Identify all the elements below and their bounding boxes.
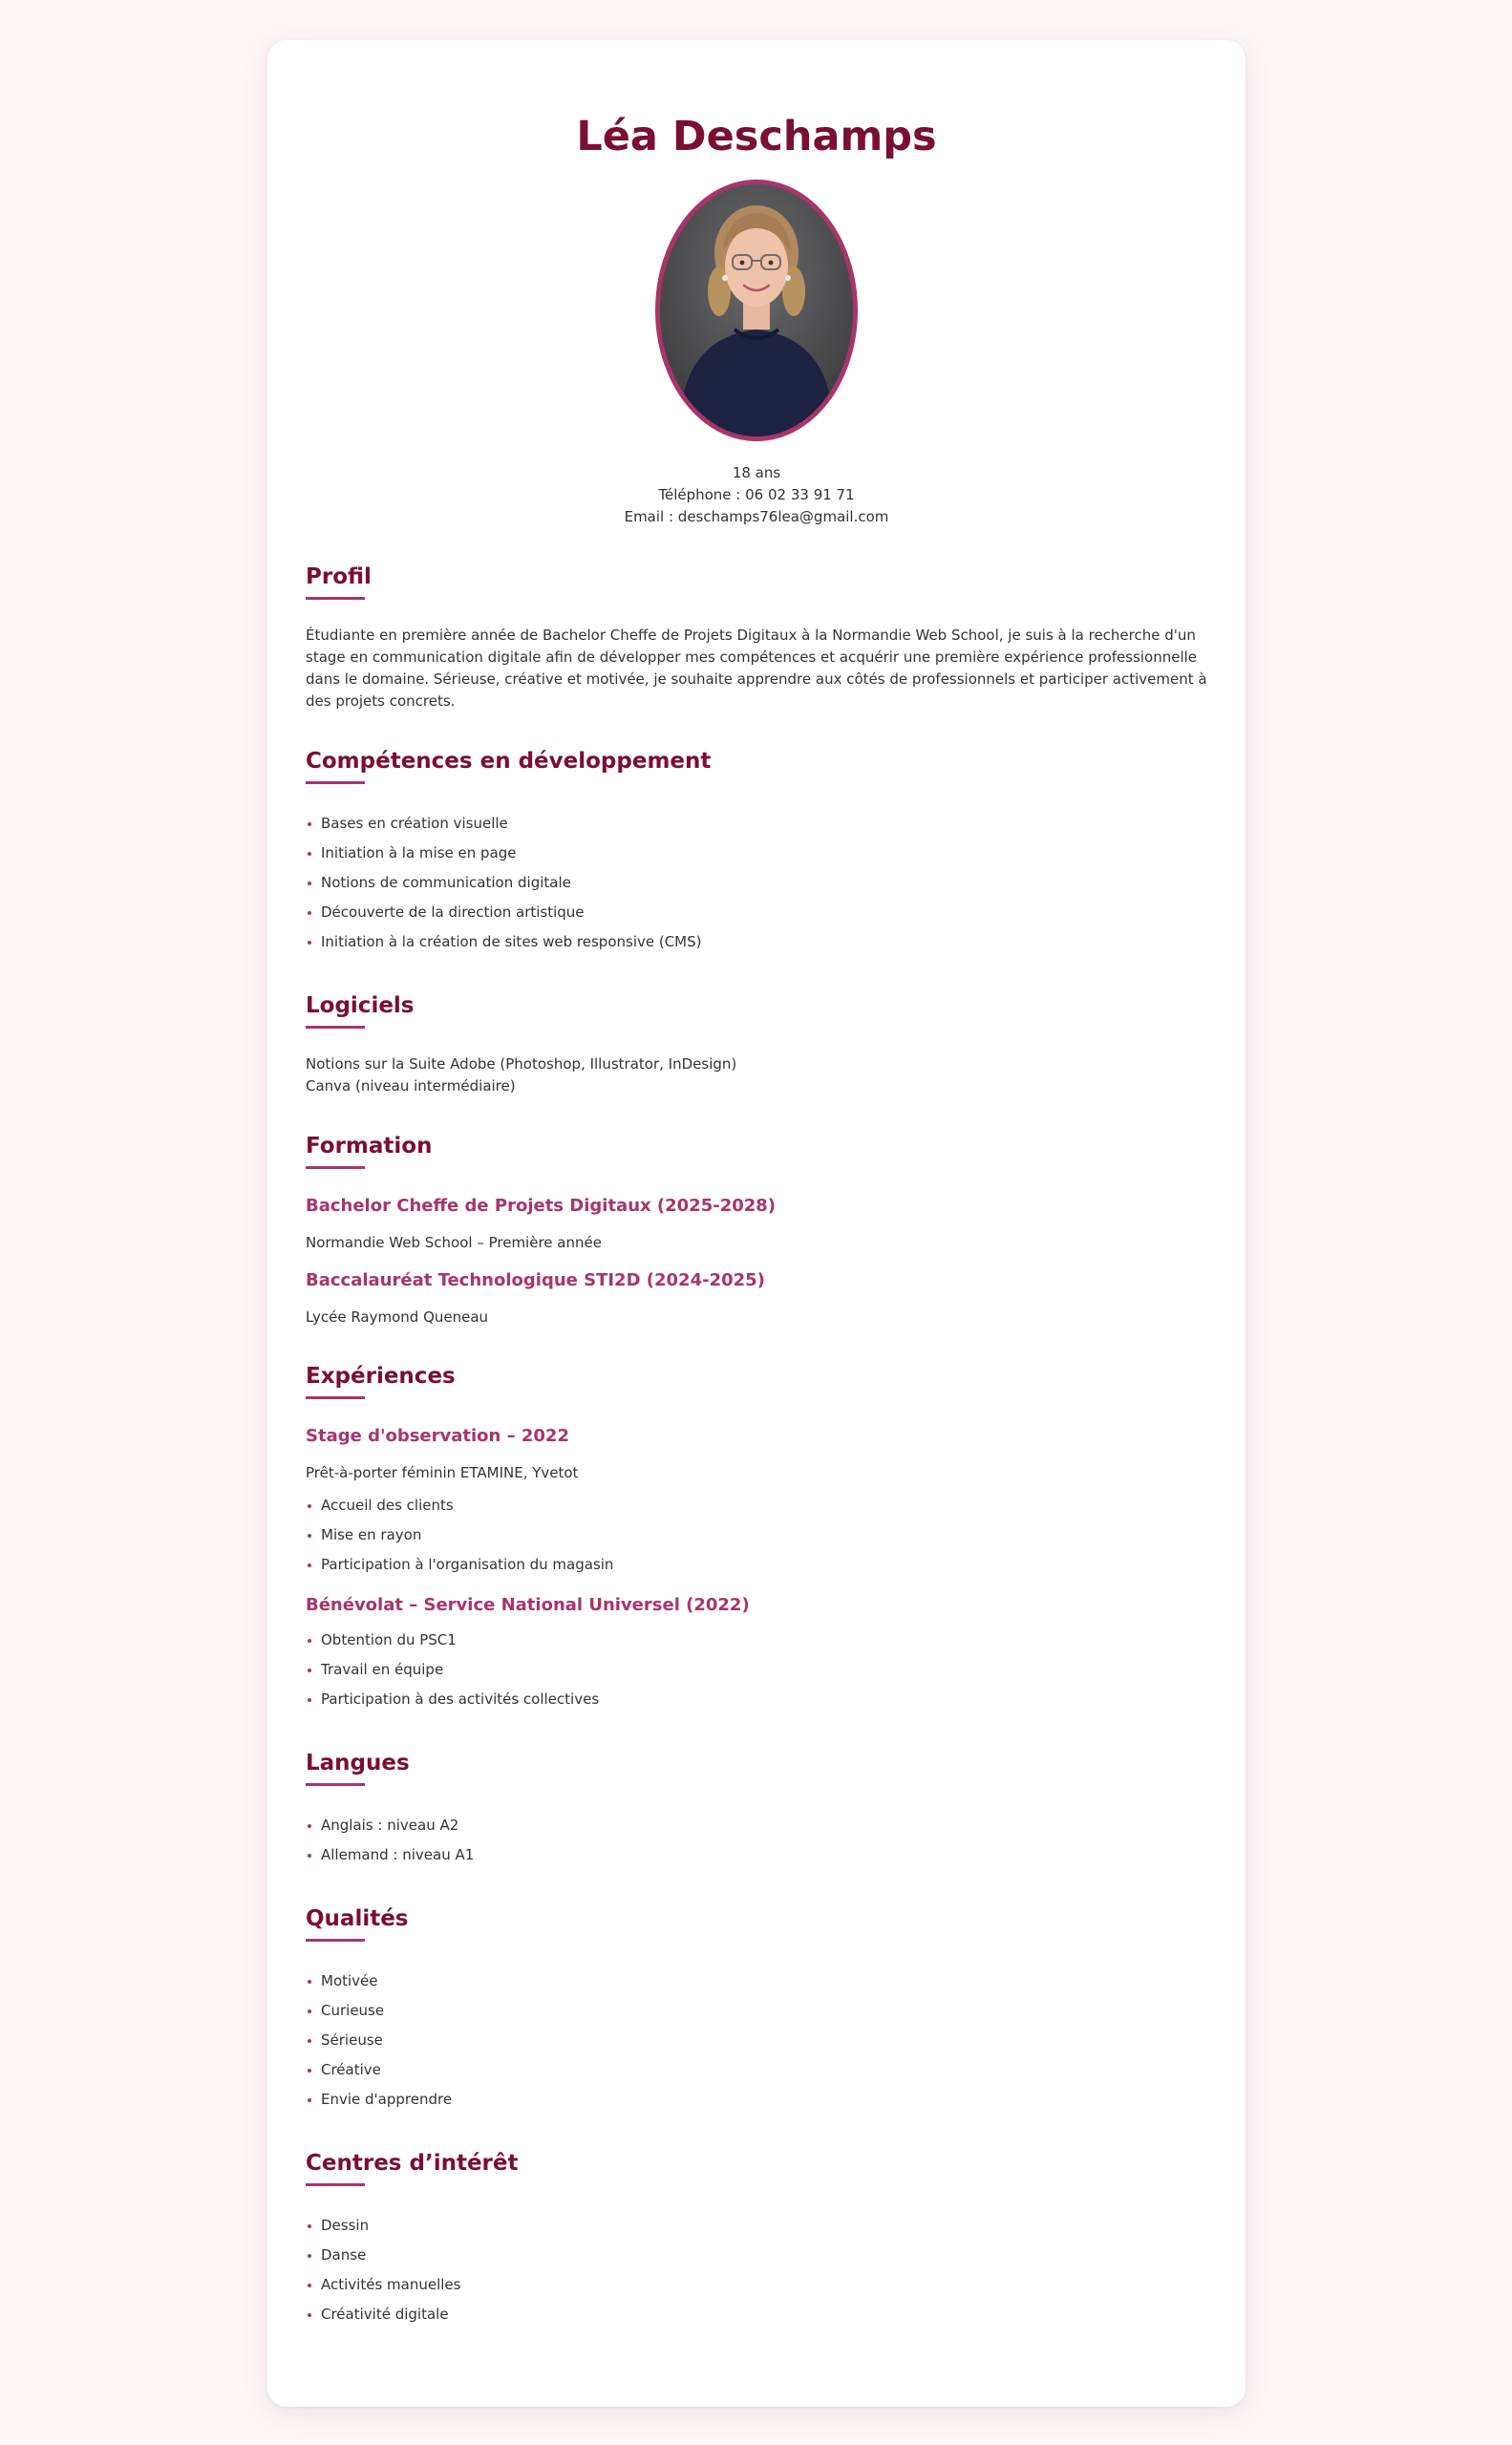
- list-item-text: Créativité digitale: [321, 2305, 449, 2323]
- section-languages: [306, 1749, 1207, 1870]
- bullet-icon: [308, 2098, 311, 2102]
- section-title-skills: Compétences en développement: [306, 748, 712, 774]
- bullet-icon: [308, 1639, 311, 1643]
- bullet-icon: [308, 2039, 311, 2043]
- bullet-icon: [308, 1563, 311, 1567]
- list-item-text: Dessin: [321, 2216, 370, 2234]
- title-underline: [306, 1396, 365, 1399]
- section-education: [306, 1132, 1207, 1328]
- list-item: [306, 1840, 1207, 1870]
- list-item-text: Envie d'apprendre: [321, 2090, 453, 2108]
- profile-text: Étudiante en première année de Bachelor Cheffe de Projets Digitaux à la Normandie Web School, je suis à la recherche d'un stage en communication digitale afin de développer mes compétences et acquérir une première expérience professionnelle dans le domaine. Sérieuse, créative et motivée, je souhaite apprendre aux côtés de professionnels et participer activement à des projets concrets.: [306, 626, 1207, 710]
- contact-block: [306, 462, 1207, 528]
- section-title-education: Formation: [306, 1133, 433, 1159]
- title-underline: [306, 1939, 365, 1942]
- list-item: [306, 1520, 1207, 1550]
- section-title-interests: Centres d’intérêt: [306, 2150, 519, 2176]
- section-interests: [306, 2149, 1207, 2329]
- list-item: [306, 1550, 1207, 1580]
- interests-list: [306, 2211, 1207, 2329]
- section-title-profile: Profil: [306, 563, 372, 589]
- qualities-list: [306, 1967, 1207, 2115]
- list-item: [306, 1655, 1207, 1685]
- profile-photo: [655, 180, 858, 441]
- list-item: [306, 898, 1207, 927]
- list-item-text: Créative: [321, 2060, 381, 2078]
- list-item-text: Anglais : niveau A2: [321, 1816, 459, 1834]
- list-item-text: Découverte de la direction artistique: [321, 903, 585, 921]
- section-software: [306, 991, 1207, 1097]
- cv-name: Léa Deschamps: [576, 113, 937, 160]
- education-entry: [306, 1194, 1207, 1253]
- list-item-text: Mise en rayon: [321, 1525, 422, 1543]
- software-line: Notions sur la Suite Adobe (Photoshop, Illustrator, InDesign): [306, 1054, 737, 1073]
- section-experience: [306, 1362, 1207, 1714]
- section-title-software: Logiciels: [306, 992, 415, 1018]
- list-item-text: Activités manuelles: [321, 2275, 461, 2293]
- list-item: [306, 2300, 1207, 2329]
- bullet-icon: [308, 1980, 311, 1984]
- contact-age: 18 ans: [732, 463, 781, 481]
- bullet-icon: [308, 1534, 311, 1538]
- list-item: [306, 1626, 1207, 1655]
- title-underline: [306, 597, 365, 600]
- bullet-icon: [308, 2313, 311, 2317]
- list-item: [306, 1996, 1207, 2026]
- photo-wrapper: [306, 180, 1207, 441]
- bullet-icon: [308, 1669, 311, 1672]
- title-underline: [306, 1783, 365, 1786]
- bullet-icon: [308, 1698, 311, 1702]
- section-qualities: [306, 1904, 1207, 2115]
- bullet-icon: [308, 852, 311, 856]
- list-item-text: Danse: [321, 2245, 367, 2264]
- bullet-icon: [308, 2224, 311, 2228]
- experience-entry: [306, 1593, 1207, 1714]
- education-entry-title: Bachelor Cheffe de Projets Digitaux (2025-2028): [306, 1195, 777, 1216]
- title-underline: [306, 2183, 365, 2186]
- list-item: [306, 2270, 1207, 2300]
- section-title-languages: Langues: [306, 1750, 410, 1775]
- list-item-text: Sérieuse: [321, 2030, 383, 2049]
- bullet-icon: [308, 2284, 311, 2287]
- list-item: [306, 839, 1207, 868]
- section-skills: [306, 747, 1207, 957]
- bullet-icon: [308, 2254, 311, 2258]
- list-item: [306, 2085, 1207, 2115]
- list-item: [306, 1967, 1207, 1996]
- education-entry: [306, 1268, 1207, 1328]
- skills-list: [306, 809, 1207, 957]
- list-item: [306, 1685, 1207, 1714]
- list-item: [306, 809, 1207, 839]
- software-line: Canva (niveau intermédiaire): [306, 1076, 516, 1095]
- section-title-experience: Expériences: [306, 1363, 456, 1389]
- experience-entry-title: Stage d'observation – 2022: [306, 1425, 569, 1446]
- software-lines: [306, 1053, 1207, 1097]
- bullet-icon: [308, 2009, 311, 2013]
- experience-tasks-list: [306, 1626, 1207, 1714]
- list-item-text: Motivée: [321, 1971, 378, 1989]
- education-entry-title: Baccalauréat Technologique STI2D (2024-2025): [306, 1269, 765, 1290]
- education-entry-desc: Normandie Web School – Première année: [306, 1233, 602, 1251]
- list-item-text: Travail en équipe: [321, 1660, 444, 1678]
- section-profile: [306, 563, 1207, 712]
- list-item-text: Participation à des activités collectives: [321, 1690, 600, 1708]
- list-item: [306, 1491, 1207, 1520]
- cv-card: [267, 40, 1246, 2407]
- list-item-text: Bases en création visuelle: [321, 814, 508, 832]
- education-entry-desc: Lycée Raymond Queneau: [306, 1308, 489, 1326]
- bullet-icon: [308, 1504, 311, 1508]
- contact-email: Email : deschamps76lea@gmail.com: [624, 507, 889, 525]
- portrait-illustration: [660, 184, 853, 436]
- bullet-icon: [308, 1854, 311, 1858]
- experience-entry: [306, 1424, 1207, 1580]
- list-item: [306, 927, 1207, 957]
- bullet-icon: [308, 2069, 311, 2073]
- experience-tasks-list: [306, 1491, 1207, 1580]
- section-title-qualities: Qualités: [306, 1905, 409, 1931]
- bullet-icon: [308, 911, 311, 915]
- experience-entry-desc: Prêt-à-porter féminin ETAMINE, Yvetot: [306, 1463, 579, 1481]
- title-underline: [306, 781, 365, 784]
- list-item-text: Allemand : niveau A1: [321, 1845, 475, 1863]
- list-item-text: Initiation à la mise en page: [321, 843, 517, 861]
- list-item: [306, 2241, 1207, 2270]
- contact-phone: Téléphone : 06 02 33 91 71: [658, 485, 855, 503]
- title-underline: [306, 1166, 365, 1169]
- list-item: [306, 1811, 1207, 1840]
- list-item: [306, 2026, 1207, 2055]
- bullet-icon: [308, 822, 311, 826]
- experience-entry-title: Bénévolat – Service National Universel (2022): [306, 1594, 750, 1615]
- list-item-text: Participation à l'organisation du magasin: [321, 1555, 614, 1573]
- list-item-text: Curieuse: [321, 2001, 385, 2019]
- list-item-text: Notions de communication digitale: [321, 873, 571, 891]
- bullet-icon: [308, 882, 311, 885]
- languages-list: [306, 1811, 1207, 1870]
- list-item-text: Initiation à la création de sites web responsive (CMS): [321, 932, 702, 950]
- list-item-text: Accueil des clients: [321, 1496, 454, 1514]
- list-item: [306, 2211, 1207, 2241]
- list-item: [306, 868, 1207, 898]
- list-item: [306, 2055, 1207, 2085]
- title-underline: [306, 1026, 365, 1029]
- list-item-text: Obtention du PSC1: [321, 1630, 457, 1648]
- bullet-icon: [308, 941, 311, 945]
- bullet-icon: [308, 1824, 311, 1828]
